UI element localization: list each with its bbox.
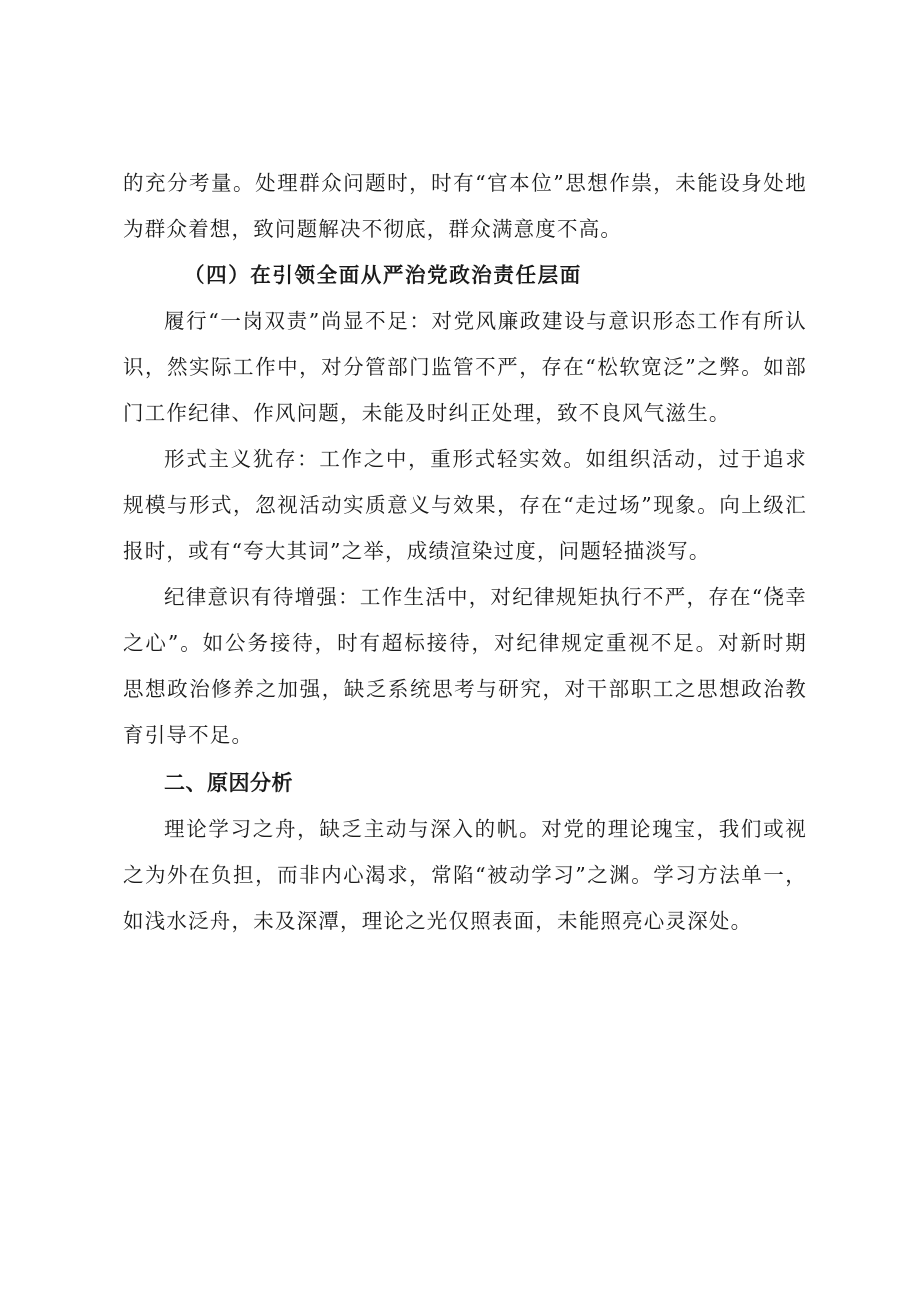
paragraph-theory-study: 理论学习之舟，缺乏主动与深入的帆。对党的理论瑰宝，我们或视之为外在负担，而非内心渴求，常陷“被动学习”之渊。学习方法单一，如浅水泛舟，未及深潭，理论之光仅照表面，未能照亮心灵深处。 [123, 817, 807, 933]
paragraph-formalism: 形式主义犹存：工作之中，重形式轻实效。如组织活动，过于追求规模与形式，忽视活动实质意义与效果，存在“走过场”现象。向上级汇报时，或有“夸大其词”之举，成绩渲染过度，问题轻描淡写。 [123, 447, 807, 563]
section-heading-cause-analysis: 二、原因分析 [164, 771, 293, 795]
paragraph-one-post-two-duties: 履行“一岗双责”尚显不足：对党风廉政建设与意识形态工作有所认识，然实际工作中，对分管部门监管不严，存在“松软宽泛”之弊。如部门工作纪律、作风问题，未能及时纠正处理，致不良风气滋生。 [123, 309, 807, 425]
paragraph-continuation: 的充分考量。处理群众问题时，时有“官本位”思想作祟，未能设身处地为群众着想，致问题解决不彻底，群众满意度不高。 [123, 171, 807, 241]
document-body [123, 160, 807, 944]
paragraph-discipline-awareness: 纪律意识有待增强：工作生活中，对纪律规矩执行不严，存在“侥幸之心”。如公务接待，时有超标接待，对纪律规定重视不足。对新时期思想政治修养之加强，缺乏系统思考与研究，对干部职工之思想政治教育引导不足。 [123, 585, 807, 747]
section-subheading-4: （四）在引领全面从严治党政治责任层面 [184, 263, 582, 287]
